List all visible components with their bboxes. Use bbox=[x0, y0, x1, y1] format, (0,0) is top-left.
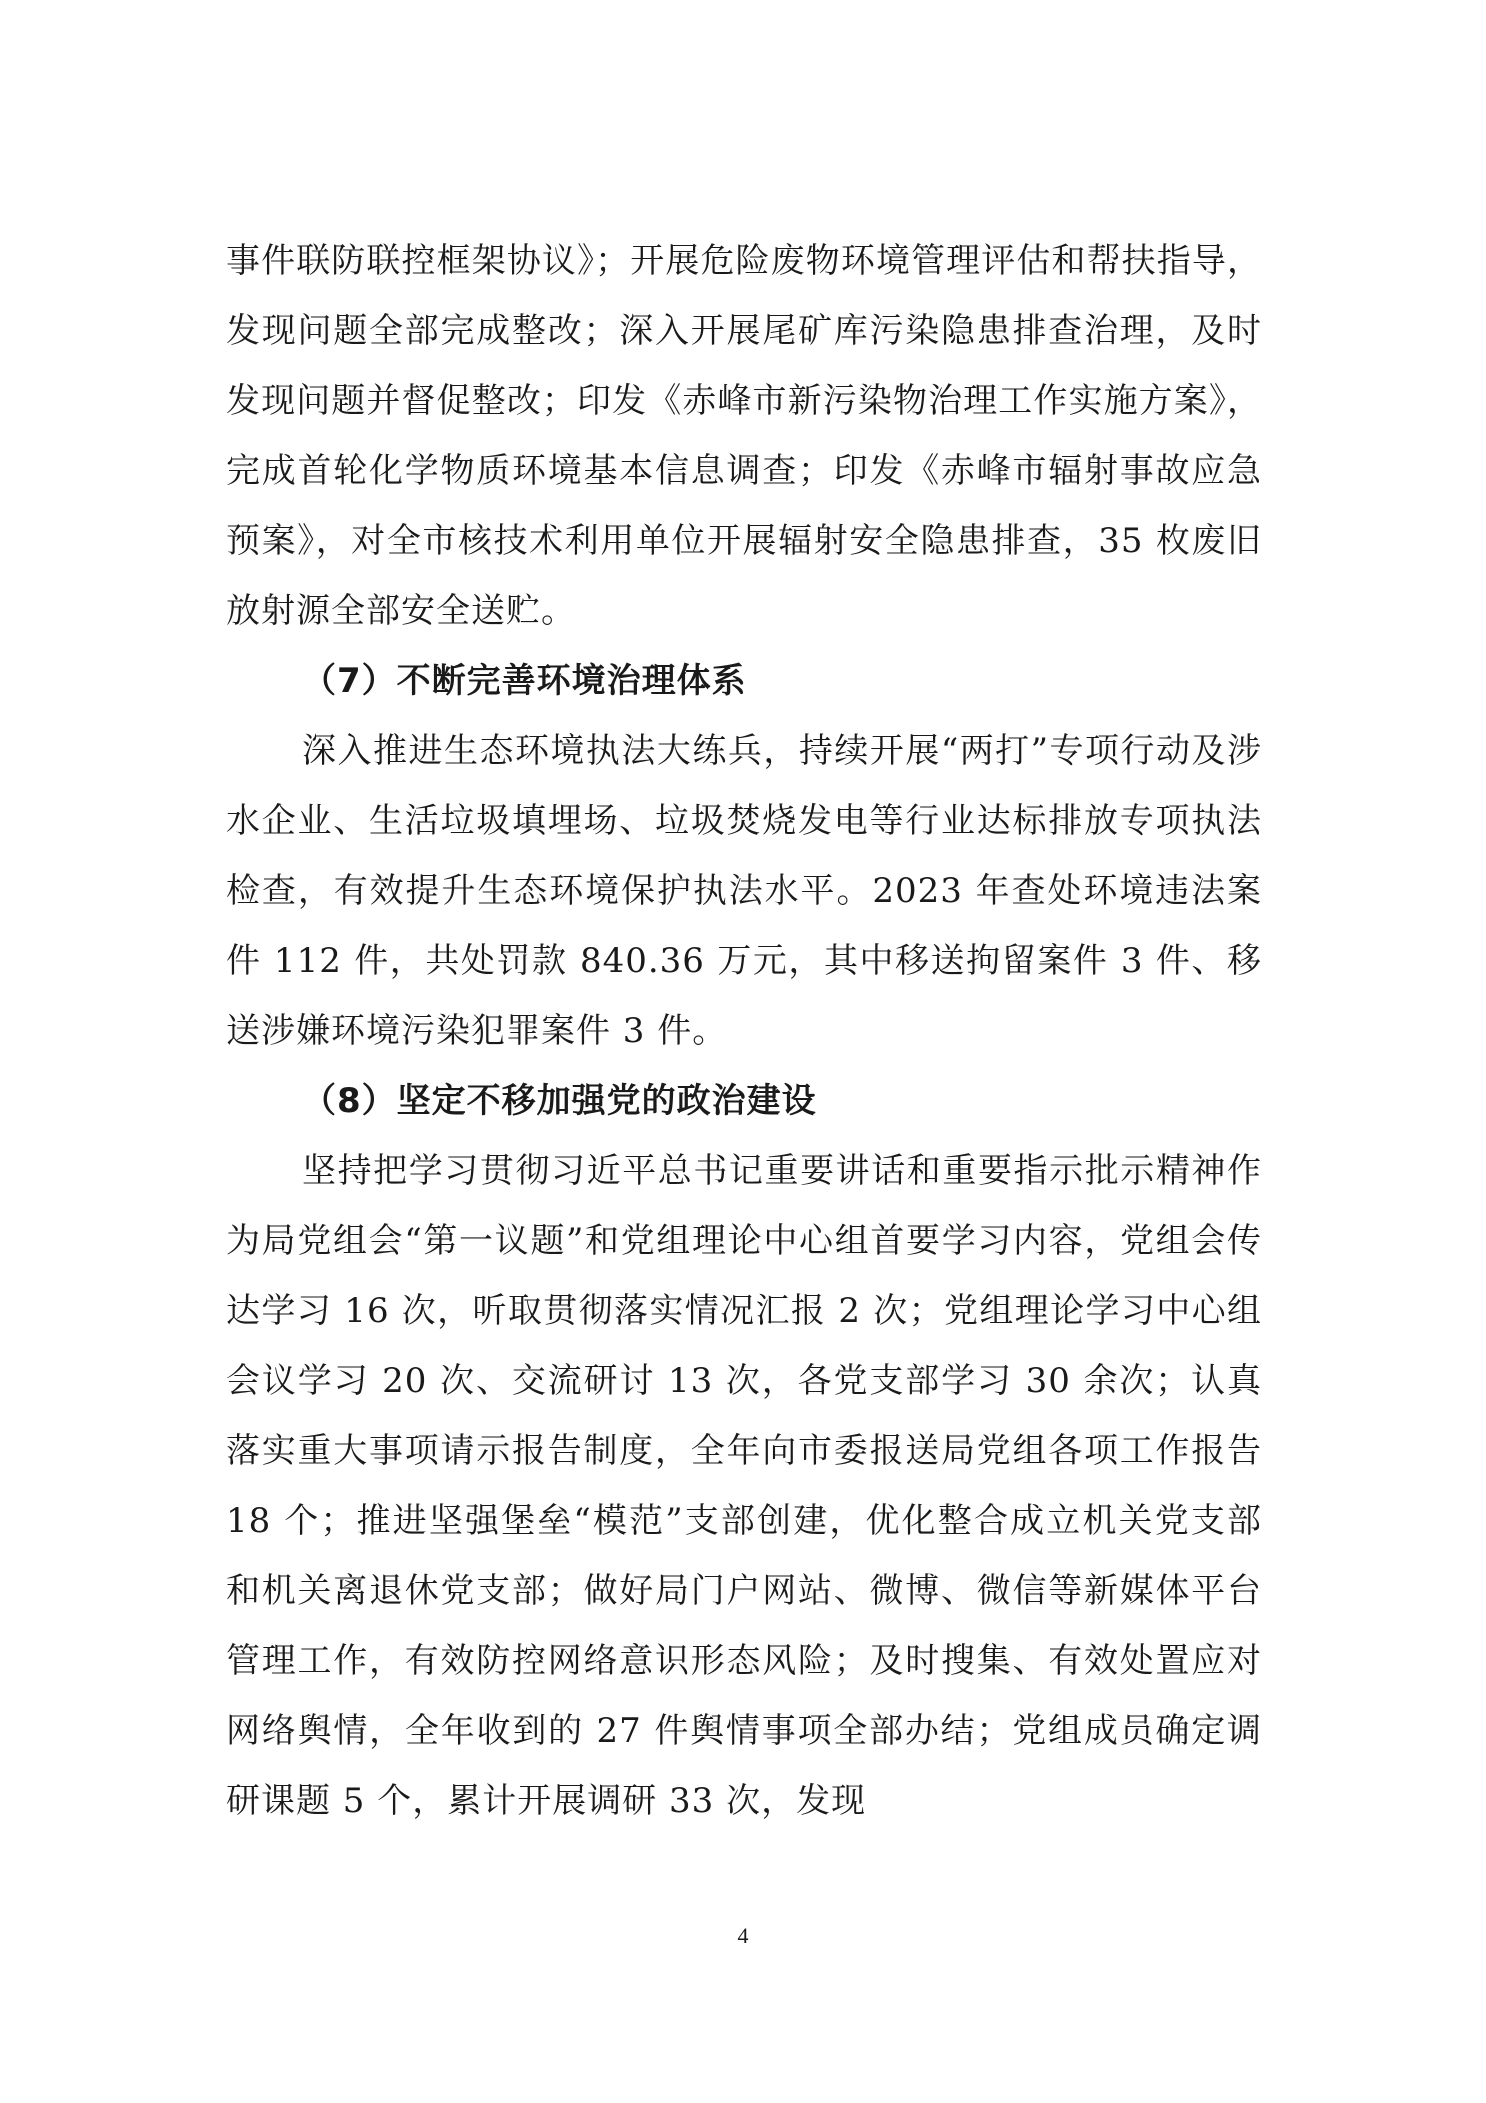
paragraph-environment-governance: 深入推进生态环境执法大练兵，持续开展“两打”专项行动及涉水企业、生活垃圾填埋场、垃圾焚烧发电等行业达标排放专项执法检查，有效提升生态环境保护执法水平。2023 年查处环境违法案件 112 件，共处罚款 840.36 万元，其中移送拘留案件 3 件、移送涉嫌环境污染犯罪案件 3 件。 bbox=[226, 731, 1262, 1051]
section-heading-8: （8）坚定不移加强党的政治建设 bbox=[302, 1081, 817, 1121]
document-body bbox=[226, 226, 1262, 1836]
page-number: 4 bbox=[737, 1923, 749, 1948]
paragraph-party-building: 坚持把学习贯彻习近平总书记重要讲话和重要指示批示精神作为局党组会“第一议题”和党组理论中心组首要学习内容，党组会传达学习 16 次，听取贯彻落实情况汇报 2 次；党组理论学习中心组会议学习 20 次、交流研讨 13 次，各党支部学习 30 余次；认真落实重大事项请示报告制度，全年向市委报送局党组各项工作报告 18 个；推进坚强堡垒“模范”支部创建，优化整合成立机关党支部和机关离退休党支部；做好局门户网站、微博、微信等新媒体平台管理工作，有效防控网络意识形态风险；及时搜集、有效处置应对网络舆情，全年收到的 27 件舆情事项全部办结；党组成员确定调研课题 5 个，累计开展调研 33 次，发现 bbox=[226, 1151, 1262, 1821]
paragraph-continued: 事件联防联控框架协议》；开展危险废物环境管理评估和帮扶指导，发现问题全部完成整改；深入开展尾矿库污染隐患排查治理，及时发现问题并督促整改；印发《赤峰市新污染物治理工作实施方案》，完成首轮化学物质环境基本信息调查；印发《赤峰市辐射事故应急预案》，对全市核技术利用单位开展辐射安全隐患排查，35 枚废旧放射源全部安全送贮。 bbox=[226, 241, 1262, 631]
section-heading-7: （7）不断完善环境治理体系 bbox=[302, 661, 747, 701]
